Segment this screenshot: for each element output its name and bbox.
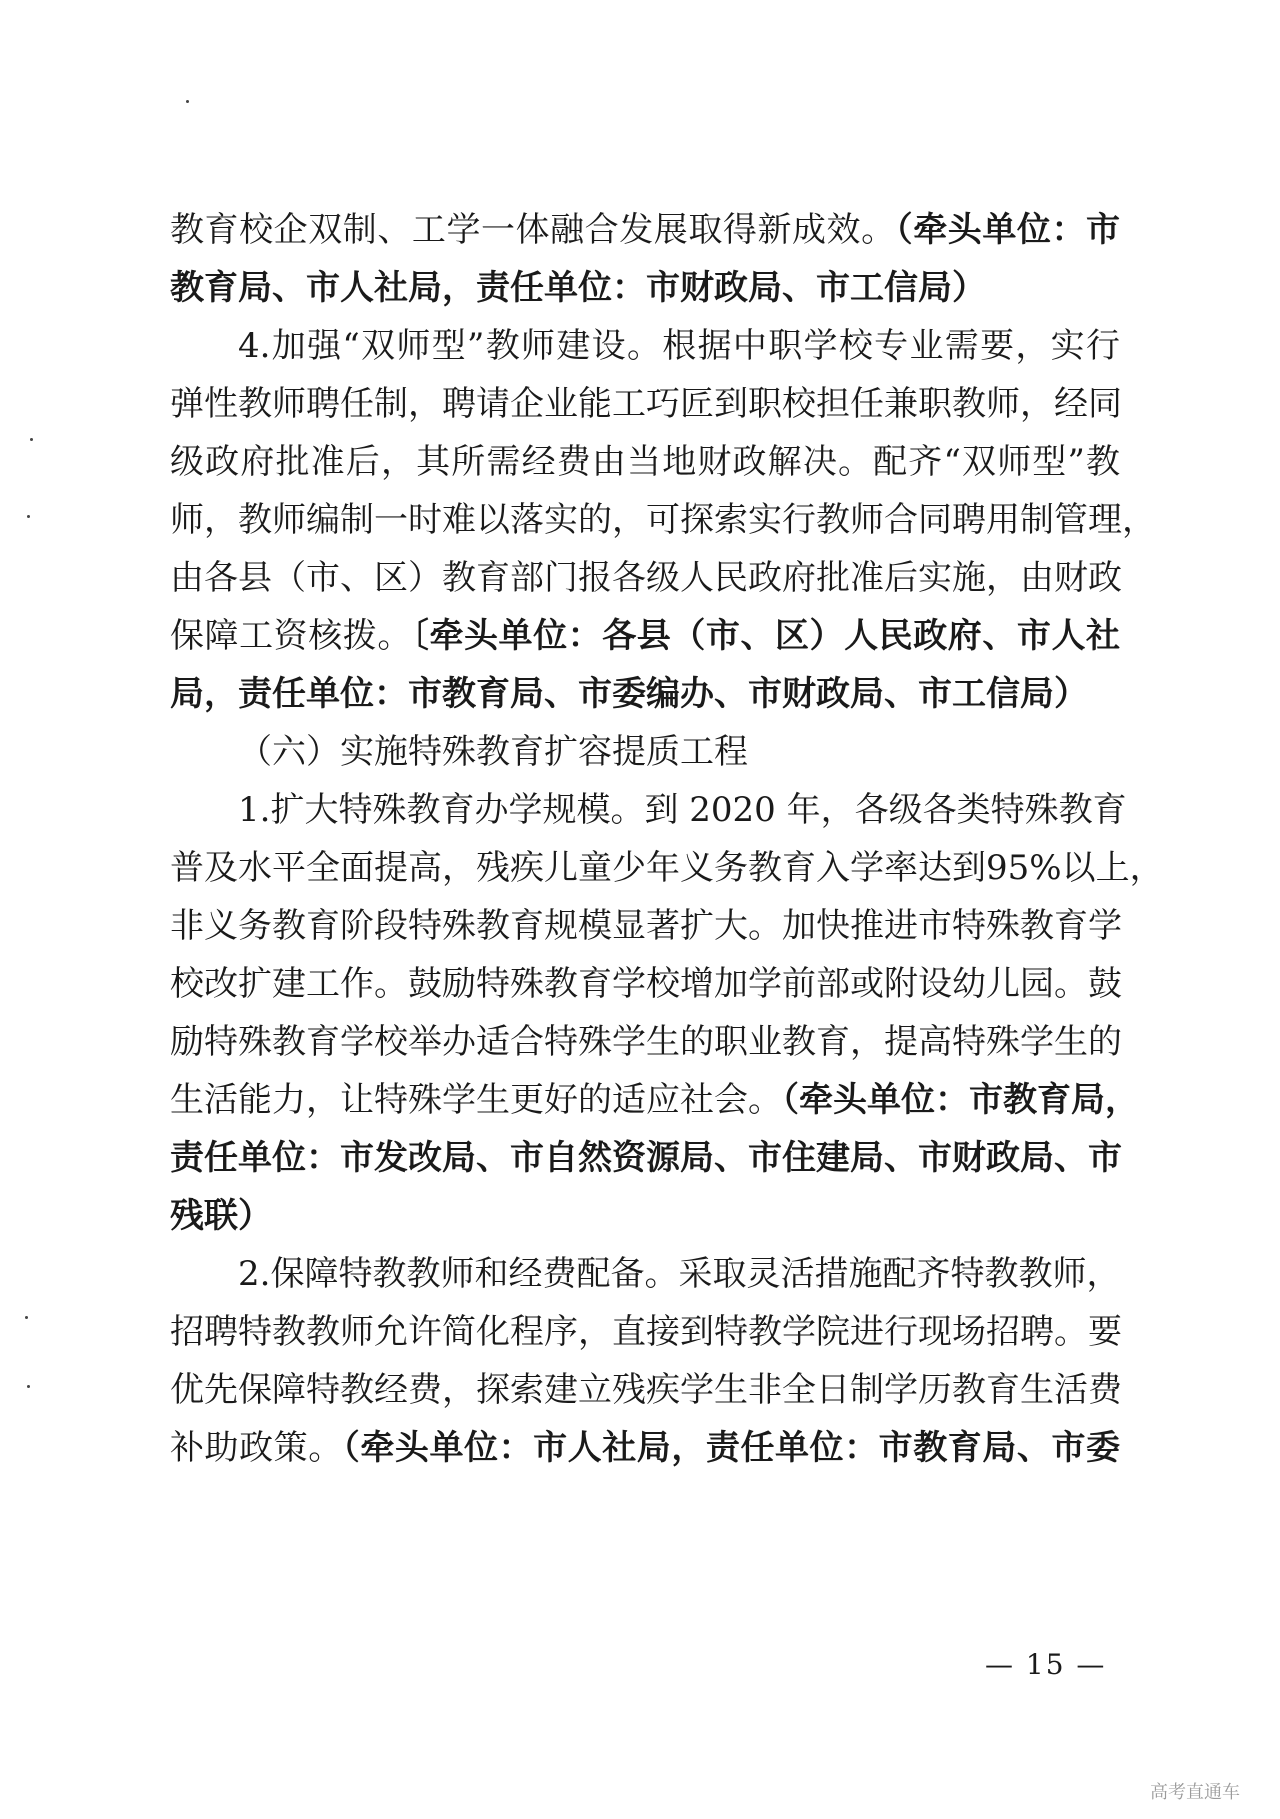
text-line — [170, 846, 1164, 890]
text-line — [170, 1136, 1120, 1180]
text-line — [170, 1368, 1120, 1412]
text-line — [170, 614, 1120, 658]
text-line — [170, 672, 1120, 716]
text-line — [238, 788, 1127, 832]
watermark-text: 高考直通车 — [1150, 1782, 1240, 1803]
text-span: 弹性教师聘任制，聘请企业能工巧匠到职校担任兼职教师，经同 — [170, 384, 1122, 424]
text-line — [170, 266, 1120, 310]
text-span: 保障工资核拨。 — [170, 616, 412, 656]
text-line — [170, 382, 1120, 426]
text-span: 补助政策。 — [170, 1428, 343, 1468]
text-line — [170, 1078, 1139, 1122]
scan-speck — [27, 515, 30, 518]
responsible-unit-text: 教育局、市人社局，责任单位：市财政局、市工信局） — [170, 268, 986, 308]
text-span: 4.加强“双师型”教师建设。根据中职学校专业需要，实行 — [238, 326, 1120, 366]
responsible-unit-text: （牵头单位：市教育局， — [782, 1080, 1139, 1120]
text-span: 校改扩建工作。鼓励特殊教育学校增加学前部或附设幼儿园。鼓 — [170, 964, 1122, 1004]
text-line — [238, 1252, 1120, 1296]
text-line — [170, 962, 1120, 1006]
responsible-unit-text: 局，责任单位：市教育局、市委编办、市财政局、市工信局） — [170, 674, 1088, 714]
responsible-unit-text: 责任单位：市发改局、市自然资源局、市住建局、市财政局、市 — [170, 1138, 1122, 1178]
text-line — [238, 324, 1120, 368]
text-span: 2.保障特教教师和经费配备。采取灵活措施配齐特教教师， — [238, 1254, 1121, 1294]
text-span: 1.扩大特殊教育办学规模。到 2020 年，各级各类特殊教育 — [238, 790, 1127, 830]
text-span: 由各县（市、区）教育部门报各级人民政府批准后实施，由财政 — [170, 558, 1122, 598]
text-line — [170, 1426, 1120, 1470]
text-line — [170, 1194, 1120, 1238]
text-span: 教育校企双制、工学一体融合发展取得新成效。 — [170, 210, 896, 250]
text-span: 招聘特教教师允许简化程序，直接到特教学院进行现场招聘。要 — [170, 1312, 1122, 1352]
text-line — [170, 1020, 1120, 1064]
text-line — [170, 1310, 1120, 1354]
section-heading — [238, 730, 1120, 774]
text-span: 级政府批准后，其所需经费由当地财政解决。配齐“双师型”教 — [170, 442, 1120, 482]
text-line — [170, 904, 1120, 948]
scan-speck — [30, 438, 33, 441]
section-heading-text: （六）实施特殊教育扩容提质工程 — [238, 732, 748, 772]
page-number: — 15 — — [985, 1648, 1107, 1681]
scan-speck — [27, 1385, 30, 1388]
scan-speck — [25, 1316, 28, 1319]
text-span: 励特殊教育学校举办适合特殊学生的职业教育，提高特殊学生的 — [170, 1022, 1122, 1062]
scan-speck — [186, 100, 189, 103]
responsible-unit-text: （牵头单位：市人社局，责任单位：市教育局、市委 — [342, 1428, 1121, 1468]
text-span: 普及水平全面提高，残疾儿童少年义务教育入学率达到95%以上， — [170, 848, 1164, 888]
responsible-unit-text: 残联） — [170, 1196, 272, 1236]
text-span: 师，教师编制一时难以落实的，可探索实行教师合同聘用制管理， — [170, 500, 1156, 540]
text-line — [170, 556, 1120, 600]
text-span: 优先保障特教经费，探索建立残疾学生非全日制学历教育生活费 — [170, 1370, 1122, 1410]
text-line — [170, 440, 1120, 484]
text-span: 生活能力，让特殊学生更好的适应社会。 — [170, 1080, 782, 1120]
text-line — [170, 498, 1156, 542]
text-span: 非义务教育阶段特殊教育规模显著扩大。加快推进市特殊教育学 — [170, 906, 1122, 946]
responsible-unit-text: （牵头单位：市 — [895, 210, 1121, 250]
responsible-unit-text: 〔牵头单位：各县（市、区）人民政府、市人社 — [411, 616, 1121, 656]
text-line — [170, 208, 1120, 252]
